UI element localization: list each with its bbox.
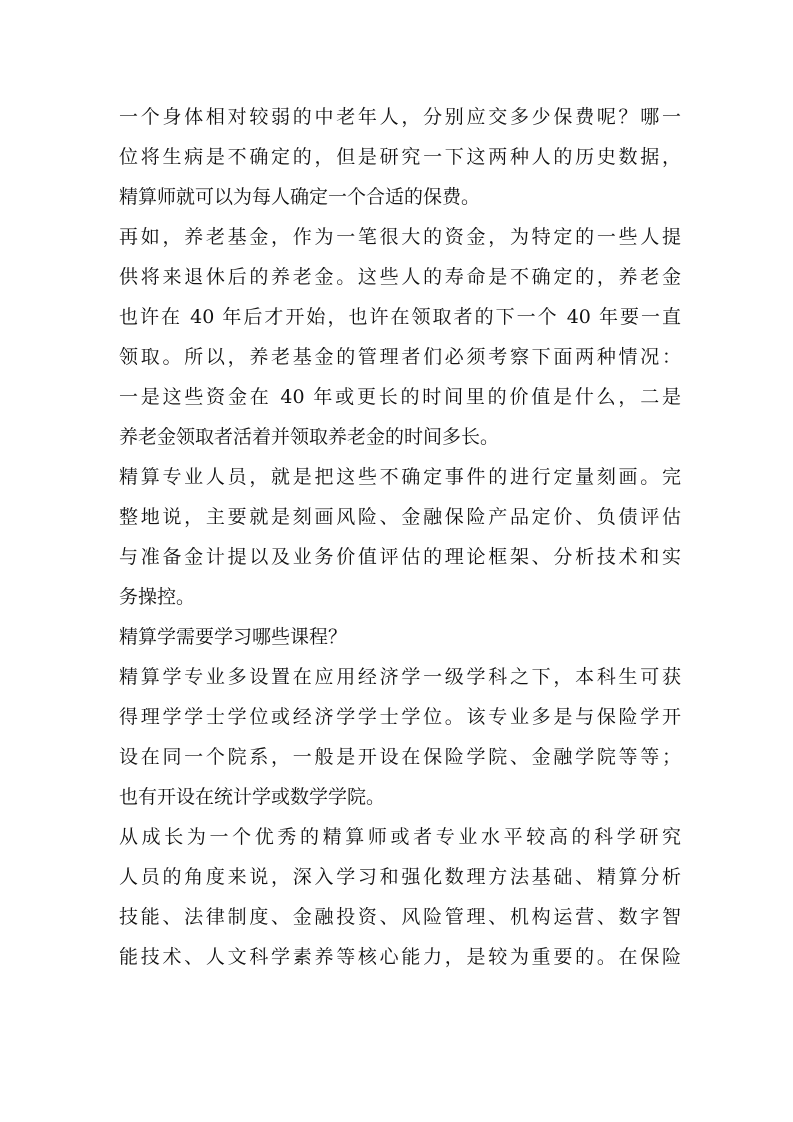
text-line: 供将来退休后的养老金。这些人的寿命是不确定的，养老金 bbox=[119, 266, 681, 288]
text-line: 也许在 40 年后才开始，也许在领取者的下一个 40 年要一直 bbox=[119, 306, 681, 328]
text-line: 得理学学士学位或经济学学士学位。该专业多是与保险学开 bbox=[119, 706, 681, 728]
text-line: 一个身体相对较弱的中老年人，分别应交多少保费呢？哪一 bbox=[119, 106, 681, 128]
text-line: 整地说，主要就是刻画风险、金融保险产品定价、负债评估 bbox=[119, 506, 681, 528]
text-line: 与准备金计提以及业务价值评估的理论框架、分析技术和实 bbox=[119, 546, 681, 568]
text-line: 位将生病是不确定的，但是研究一下这两种人的历史数据， bbox=[119, 146, 681, 168]
text-line: 从成长为一个优秀的精算师或者专业水平较高的科学研究 bbox=[119, 826, 681, 848]
document-body bbox=[119, 97, 681, 977]
text-line: 能技术、人文科学素养等核心能力，是较为重要的。在保险 bbox=[119, 946, 681, 968]
text-line: 领取。所以，养老基金的管理者们必须考察下面两种情况： bbox=[119, 346, 681, 368]
text-line: 养老金领取者活着并领取养老金的时间多长。 bbox=[119, 426, 500, 448]
text-line: 精算师就可以为每人确定一个合适的保费。 bbox=[119, 186, 481, 208]
text-line: 再如，养老基金，作为一笔很大的资金，为特定的一些人提 bbox=[119, 226, 681, 248]
text-line: 精算学专业多设置在应用经济学一级学科之下，本科生可获 bbox=[119, 666, 681, 688]
section-heading: 精算学需要学习哪些课程？ bbox=[119, 626, 348, 648]
text-line: 设在同一个院系，一般是开设在保险学院、金融学院等等； bbox=[119, 746, 681, 768]
text-line: 精算专业人员，就是把这些不确定事件的进行定量刻画。完 bbox=[119, 466, 681, 488]
text-line: 务操控。 bbox=[119, 586, 196, 608]
text-line: 技能、法律制度、金融投资、风险管理、机构运营、数字智 bbox=[119, 906, 681, 928]
text-line: 也有开设在统计学或数学学院。 bbox=[119, 786, 386, 808]
text-line: 人员的角度来说，深入学习和强化数理方法基础、精算分析 bbox=[119, 866, 681, 888]
text-line: 一是这些资金在 40 年或更长的时间里的价值是什么，二是 bbox=[119, 386, 681, 408]
